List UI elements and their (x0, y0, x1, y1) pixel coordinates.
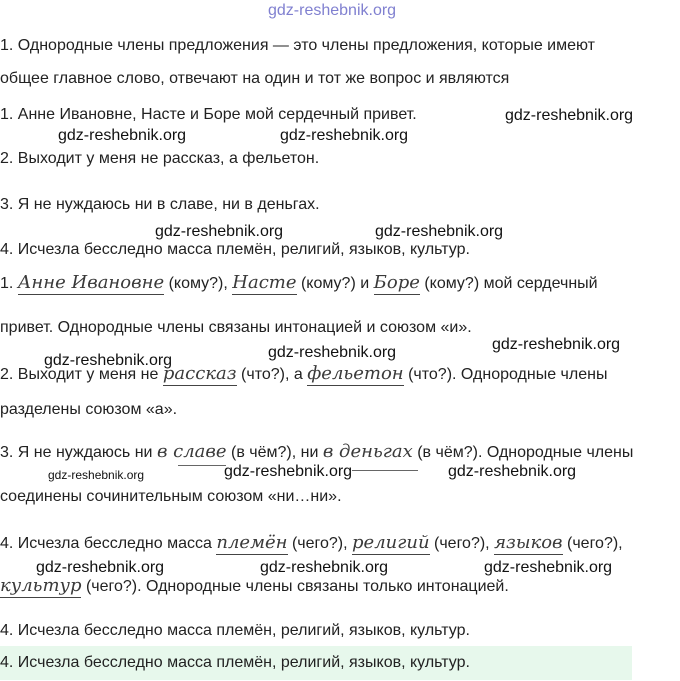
watermark: gdz-reshebnik.org (155, 223, 284, 240)
analysis-2-line-2: разделены союзом «а». (0, 401, 178, 418)
sentence-4: 4. Исчезла бесследно масса племён, религий, языков, культур. (0, 241, 470, 258)
analysis-1-line-1: 1. Анне Ивановне (кому?), Насте (кому?) и Боре (кому?) мой сердечный (0, 272, 598, 293)
watermark: gdz-reshebnik.org (224, 463, 353, 480)
watermark: gdz-reshebnik.org (58, 127, 187, 144)
definition-line-2: общее главное слово, отвечают на один и тот же вопрос и являются (0, 70, 510, 87)
analysis-3-line-1: 3. Я не нуждаюсь ни в славе (в чём?), ни в деньгах (в чём?). Однородные члены (0, 441, 634, 462)
homogeneous-word: рассказ (162, 363, 237, 384)
homogeneous-word: Анне Ивановне (17, 272, 165, 293)
watermark: gdz-reshebnik.org (280, 127, 409, 144)
repeat-line: 4. Исчезла бесследно масса племён, религий, языков, культур. (0, 622, 470, 639)
homogeneous-word: в славе (156, 441, 227, 462)
homogeneous-word: фельетон (307, 363, 404, 384)
watermark: gdz-reshebnik.org (260, 559, 389, 576)
watermark: gdz-reshebnik.org (484, 559, 613, 576)
sentence-3: 3. Я не нуждаюсь ни в славе, ни в деньгах. (0, 196, 320, 213)
analysis-4-line-1: 4. Исчезла бесследно масса племён (чего?), религий (чего?), языков (чего?), (0, 532, 623, 553)
analysis-4-line-2: культур (чего?). Однородные члены связаны только интонацией. (0, 575, 509, 596)
sentence-1: 1. Анне Ивановне, Насте и Боре мой сердечный привет. (0, 106, 417, 123)
underline (352, 470, 418, 471)
homogeneous-word: языков (494, 532, 563, 553)
analysis-1-line-2: привет. Однородные члены связаны интонацией и союзом «и». (0, 319, 472, 336)
analysis-3-line-2: соединены сочинительным союзом «ни…ни». (0, 488, 342, 505)
watermark: gdz-reshebnik.org (375, 223, 504, 240)
watermark-top: gdz-reshebnik.org (268, 2, 397, 19)
watermark: gdz-reshebnik.org (48, 468, 145, 482)
watermark: gdz-reshebnik.org (44, 352, 173, 369)
watermark: gdz-reshebnik.org (505, 107, 634, 124)
homogeneous-word: племён (216, 532, 288, 553)
watermark: gdz-reshebnik.org (268, 344, 397, 361)
watermark: gdz-reshebnik.org (492, 336, 621, 353)
definition-line-1: 1. Однородные члены предложения — это члены предложения, которые имеют (0, 37, 595, 54)
analysis-2-line-1: 2. Выходит у меня не рассказ (что?), а фельетон (что?). Однородные члены (0, 363, 608, 384)
homogeneous-word: религий (352, 532, 430, 553)
sentence-2: 2. Выходит у меня не рассказ, а фельетон. (0, 150, 320, 167)
watermark: gdz-reshebnik.org (448, 463, 577, 480)
homogeneous-word: культур (0, 575, 82, 596)
watermark: gdz-reshebnik.org (36, 559, 165, 576)
homogeneous-word: в деньгах (322, 441, 413, 462)
homogeneous-word: Насте (232, 272, 297, 293)
highlighted-line: 4. Исчезла бесследно масса племён, религий, языков, культур. (0, 646, 632, 680)
homogeneous-word: Боре (373, 272, 420, 293)
underline (178, 465, 226, 466)
